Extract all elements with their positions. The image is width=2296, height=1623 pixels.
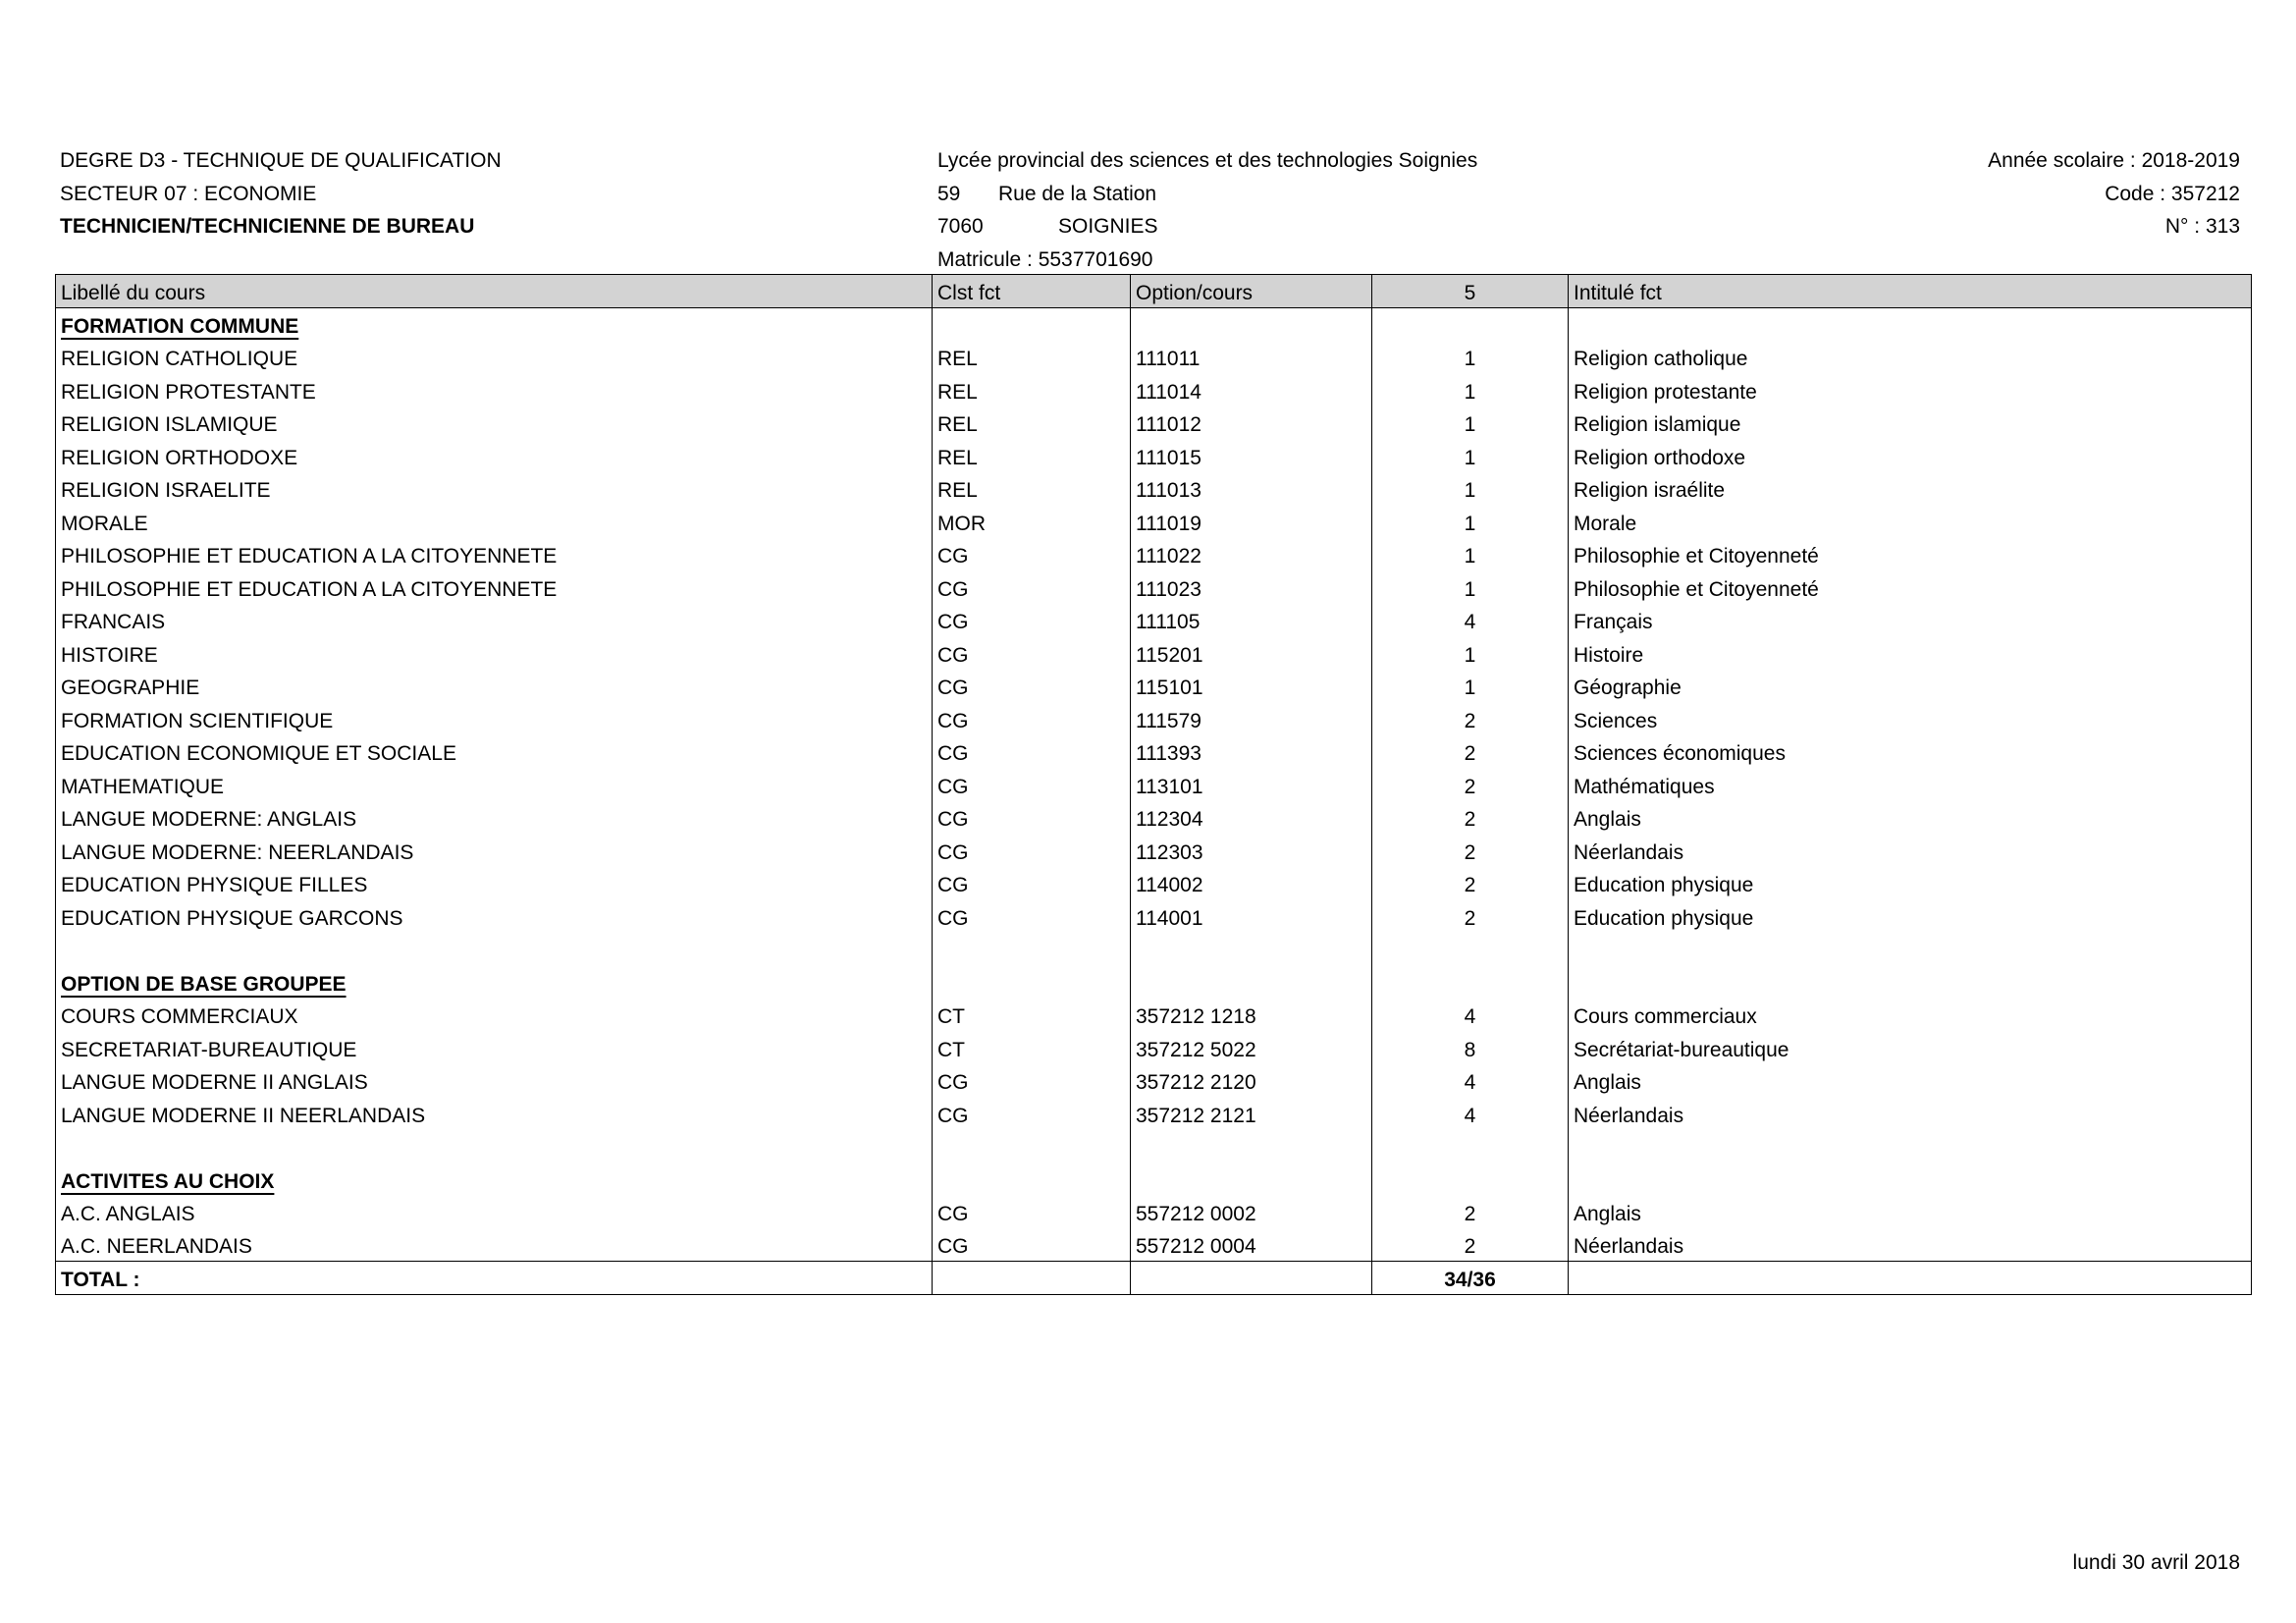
course-clst: CG — [933, 1064, 1131, 1098]
course-clst: CG — [933, 867, 1131, 900]
course-label: GEOGRAPHIE — [56, 670, 933, 703]
course-option: 111579 — [1131, 702, 1372, 735]
course-label: RELIGION ORTHODOXE — [56, 439, 933, 472]
table-row — [56, 341, 2252, 374]
course-option: 111019 — [1131, 505, 1372, 538]
course-label: PHILOSOPHIE ET EDUCATION A LA CITOYENNETE — [56, 570, 933, 604]
table-row — [56, 899, 2252, 933]
table-row — [56, 636, 2252, 670]
section-cell — [56, 307, 933, 341]
table-row — [56, 373, 2252, 406]
section-title: OPTION DE BASE GROUPEE — [61, 972, 347, 996]
column-header-intitule: Intitulé fct — [1569, 275, 2252, 308]
empty-cell — [1131, 933, 1372, 966]
course-clst: CT — [933, 1031, 1131, 1064]
course-clst: CG — [933, 702, 1131, 735]
empty-cell — [933, 1163, 1131, 1196]
empty-cell — [1372, 1163, 1569, 1196]
course-clst: CG — [933, 538, 1131, 571]
course-intitule: Sciences — [1569, 702, 2252, 735]
empty-cell — [1372, 1130, 1569, 1163]
table-row — [56, 1196, 2252, 1229]
course-hours: 1 — [1372, 373, 1569, 406]
section-title: ACTIVITES AU CHOIX — [61, 1169, 275, 1193]
footer-date: lundi 30 avril 2018 — [2072, 1551, 2240, 1574]
course-intitule: Néerlandais — [1569, 1097, 2252, 1130]
empty-cell — [1131, 1262, 1372, 1295]
course-hours: 1 — [1372, 406, 1569, 440]
course-intitule: Histoire — [1569, 636, 2252, 670]
course-hours: 2 — [1372, 834, 1569, 867]
course-label: RELIGION PROTESTANTE — [56, 373, 933, 406]
course-intitule: Religion orthodoxe — [1569, 439, 2252, 472]
course-option: 111105 — [1131, 604, 1372, 637]
course-hours: 4 — [1372, 604, 1569, 637]
course-intitule: Néerlandais — [1569, 1228, 2252, 1262]
course-table — [55, 274, 2252, 1295]
course-hours: 1 — [1372, 636, 1569, 670]
course-option: 115101 — [1131, 670, 1372, 703]
empty-cell — [1569, 307, 2252, 341]
course-label: PHILOSOPHIE ET EDUCATION A LA CITOYENNETE — [56, 538, 933, 571]
course-clst: CG — [933, 636, 1131, 670]
table-row — [56, 406, 2252, 440]
empty-cell — [933, 1262, 1131, 1295]
empty-cell — [1131, 1163, 1372, 1196]
course-clst: CG — [933, 670, 1131, 703]
course-option: 357212 5022 — [1131, 1031, 1372, 1064]
course-label: EDUCATION PHYSIQUE GARCONS — [56, 899, 933, 933]
course-label: MATHEMATIQUE — [56, 768, 933, 801]
course-label: A.C. NEERLANDAIS — [56, 1228, 933, 1262]
course-intitule: Secrétariat-bureautique — [1569, 1031, 2252, 1064]
course-label: EDUCATION ECONOMIQUE ET SOCIALE — [56, 735, 933, 769]
sector-label: SECTEUR 07 : ECONOMIE — [60, 183, 317, 205]
course-hours: 1 — [1372, 538, 1569, 571]
course-label: FORMATION SCIENTIFIQUE — [56, 702, 933, 735]
school-number: N° : 313 — [2164, 215, 2240, 238]
table-body — [56, 307, 2252, 1294]
table-row — [56, 538, 2252, 571]
city-name: SOIGNIES — [1058, 215, 1158, 238]
column-header-hours: 5 — [1372, 275, 1569, 308]
empty-cell — [56, 1130, 933, 1163]
school-name: Lycée provincial des sciences et des technologies Soignies — [937, 149, 1478, 172]
course-option: 557212 0004 — [1131, 1228, 1372, 1262]
postal-code: 7060 — [937, 215, 984, 238]
profession-label: TECHNICIEN/TECHNICIENNE DE BUREAU — [60, 215, 475, 238]
course-hours: 1 — [1372, 670, 1569, 703]
course-label: A.C. ANGLAIS — [56, 1196, 933, 1229]
course-label: FRANCAIS — [56, 604, 933, 637]
school-code: Code : 357212 — [2105, 183, 2240, 205]
table-row — [56, 1097, 2252, 1130]
course-label: LANGUE MODERNE: NEERLANDAIS — [56, 834, 933, 867]
table-row — [56, 1031, 2252, 1064]
empty-cell — [1131, 1130, 1372, 1163]
empty-cell — [1569, 965, 2252, 999]
street-name: Rue de la Station — [998, 183, 1157, 205]
spacer-row — [56, 1130, 2252, 1163]
empty-cell — [1372, 307, 1569, 341]
table-row — [56, 735, 2252, 769]
section-title: FORMATION COMMUNE — [61, 314, 299, 338]
course-label: LANGUE MODERNE II ANGLAIS — [56, 1064, 933, 1098]
empty-cell — [933, 1130, 1131, 1163]
table-row — [56, 570, 2252, 604]
course-option: 111011 — [1131, 341, 1372, 374]
course-intitule: Religion israélite — [1569, 472, 2252, 506]
empty-cell — [1131, 307, 1372, 341]
course-clst: CG — [933, 1097, 1131, 1130]
table-row — [56, 999, 2252, 1032]
course-option: 112304 — [1131, 801, 1372, 835]
course-option: 114001 — [1131, 899, 1372, 933]
course-intitule: Religion protestante — [1569, 373, 2252, 406]
course-option: 111014 — [1131, 373, 1372, 406]
course-intitule: Religion islamique — [1569, 406, 2252, 440]
course-clst: CG — [933, 1196, 1131, 1229]
course-clst: REL — [933, 373, 1131, 406]
section-row — [56, 965, 2252, 999]
table-row — [56, 1064, 2252, 1098]
section-row — [56, 1163, 2252, 1196]
empty-cell — [56, 933, 933, 966]
total-value: 34/36 — [1372, 1262, 1569, 1295]
course-hours: 1 — [1372, 341, 1569, 374]
course-hours: 2 — [1372, 768, 1569, 801]
course-label: COURS COMMERCIAUX — [56, 999, 933, 1032]
course-intitule: Education physique — [1569, 867, 2252, 900]
table-row — [56, 1228, 2252, 1262]
course-hours: 2 — [1372, 735, 1569, 769]
course-label: RELIGION ISLAMIQUE — [56, 406, 933, 440]
table-row — [56, 472, 2252, 506]
course-label: LANGUE MODERNE II NEERLANDAIS — [56, 1097, 933, 1130]
empty-cell — [1569, 1130, 2252, 1163]
course-clst: CG — [933, 801, 1131, 835]
course-option: 114002 — [1131, 867, 1372, 900]
course-intitule: Religion catholique — [1569, 341, 2252, 374]
course-intitule: Anglais — [1569, 1064, 2252, 1098]
course-option: 357212 2120 — [1131, 1064, 1372, 1098]
course-hours: 8 — [1372, 1031, 1569, 1064]
section-row — [56, 307, 2252, 341]
course-clst: REL — [933, 439, 1131, 472]
course-label: HISTOIRE — [56, 636, 933, 670]
course-clst: CG — [933, 899, 1131, 933]
spacer-row — [56, 933, 2252, 966]
course-clst: CT — [933, 999, 1131, 1032]
course-hours: 1 — [1372, 505, 1569, 538]
course-option: 113101 — [1131, 768, 1372, 801]
empty-cell — [1569, 1262, 2252, 1295]
section-cell — [56, 1163, 933, 1196]
course-option: 112303 — [1131, 834, 1372, 867]
table-row — [56, 604, 2252, 637]
empty-cell — [933, 933, 1131, 966]
course-hours: 2 — [1372, 801, 1569, 835]
course-clst: REL — [933, 406, 1131, 440]
course-option: 111022 — [1131, 538, 1372, 571]
table-row — [56, 702, 2252, 735]
course-option: 111393 — [1131, 735, 1372, 769]
course-clst: CG — [933, 768, 1131, 801]
course-hours: 4 — [1372, 1064, 1569, 1098]
empty-cell — [1372, 965, 1569, 999]
course-option: 557212 0002 — [1131, 1196, 1372, 1229]
course-intitule: Mathématiques — [1569, 768, 2252, 801]
course-hours: 2 — [1372, 1228, 1569, 1262]
table-row — [56, 505, 2252, 538]
course-option: 111023 — [1131, 570, 1372, 604]
course-intitule: Education physique — [1569, 899, 2252, 933]
course-hours: 1 — [1372, 472, 1569, 506]
empty-cell — [933, 965, 1131, 999]
course-hours: 4 — [1372, 1097, 1569, 1130]
table-row — [56, 768, 2252, 801]
course-label: EDUCATION PHYSIQUE FILLES — [56, 867, 933, 900]
course-clst: REL — [933, 472, 1131, 506]
empty-cell — [1131, 965, 1372, 999]
course-hours: 2 — [1372, 899, 1569, 933]
course-option: 111015 — [1131, 439, 1372, 472]
course-intitule: Philosophie et Citoyenneté — [1569, 570, 2252, 604]
section-cell — [56, 965, 933, 999]
course-hours: 4 — [1372, 999, 1569, 1032]
course-hours: 1 — [1372, 570, 1569, 604]
course-hours: 2 — [1372, 867, 1569, 900]
school-year: Année scolaire : 2018-2019 — [1988, 149, 2240, 172]
table-row — [56, 801, 2252, 835]
table-row — [56, 867, 2252, 900]
table-row — [56, 834, 2252, 867]
course-intitule: Morale — [1569, 505, 2252, 538]
course-intitule: Anglais — [1569, 801, 2252, 835]
column-header-clst: Clst fct — [933, 275, 1131, 308]
course-clst: CG — [933, 735, 1131, 769]
course-option: 111012 — [1131, 406, 1372, 440]
table-header-row — [56, 275, 2252, 308]
course-clst: CG — [933, 1228, 1131, 1262]
course-option: 357212 1218 — [1131, 999, 1372, 1032]
column-header-label: Libellé du cours — [56, 275, 933, 308]
course-intitule: Géographie — [1569, 670, 2252, 703]
course-label: LANGUE MODERNE: ANGLAIS — [56, 801, 933, 835]
empty-cell — [933, 307, 1131, 341]
course-hours: 2 — [1372, 1196, 1569, 1229]
empty-cell — [1569, 933, 2252, 966]
course-label: SECRETARIAT-BUREAUTIQUE — [56, 1031, 933, 1064]
course-clst: CG — [933, 834, 1131, 867]
degree-label: DEGRE D3 - TECHNIQUE DE QUALIFICATION — [60, 149, 502, 172]
course-intitule: Cours commerciaux — [1569, 999, 2252, 1032]
course-option: 111013 — [1131, 472, 1372, 506]
course-label: MORALE — [56, 505, 933, 538]
table-row — [56, 670, 2252, 703]
course-clst: MOR — [933, 505, 1131, 538]
course-label: RELIGION ISRAELITE — [56, 472, 933, 506]
course-option: 357212 2121 — [1131, 1097, 1372, 1130]
table-row — [56, 439, 2252, 472]
course-option: 115201 — [1131, 636, 1372, 670]
total-row — [56, 1262, 2252, 1295]
course-label: RELIGION CATHOLIQUE — [56, 341, 933, 374]
column-header-option: Option/cours — [1131, 275, 1372, 308]
course-clst: CG — [933, 570, 1131, 604]
course-intitule: Néerlandais — [1569, 834, 2252, 867]
matricule: Matricule : 5537701690 — [937, 248, 1153, 271]
empty-cell — [1372, 933, 1569, 966]
street-number: 59 — [937, 183, 961, 205]
empty-cell — [1569, 1163, 2252, 1196]
course-clst: REL — [933, 341, 1131, 374]
course-hours: 2 — [1372, 702, 1569, 735]
total-label: TOTAL : — [56, 1262, 933, 1295]
course-intitule: Philosophie et Citoyenneté — [1569, 538, 2252, 571]
course-intitule: Sciences économiques — [1569, 735, 2252, 769]
course-intitule: Anglais — [1569, 1196, 2252, 1229]
course-intitule: Français — [1569, 604, 2252, 637]
course-clst: CG — [933, 604, 1131, 637]
course-hours: 1 — [1372, 439, 1569, 472]
